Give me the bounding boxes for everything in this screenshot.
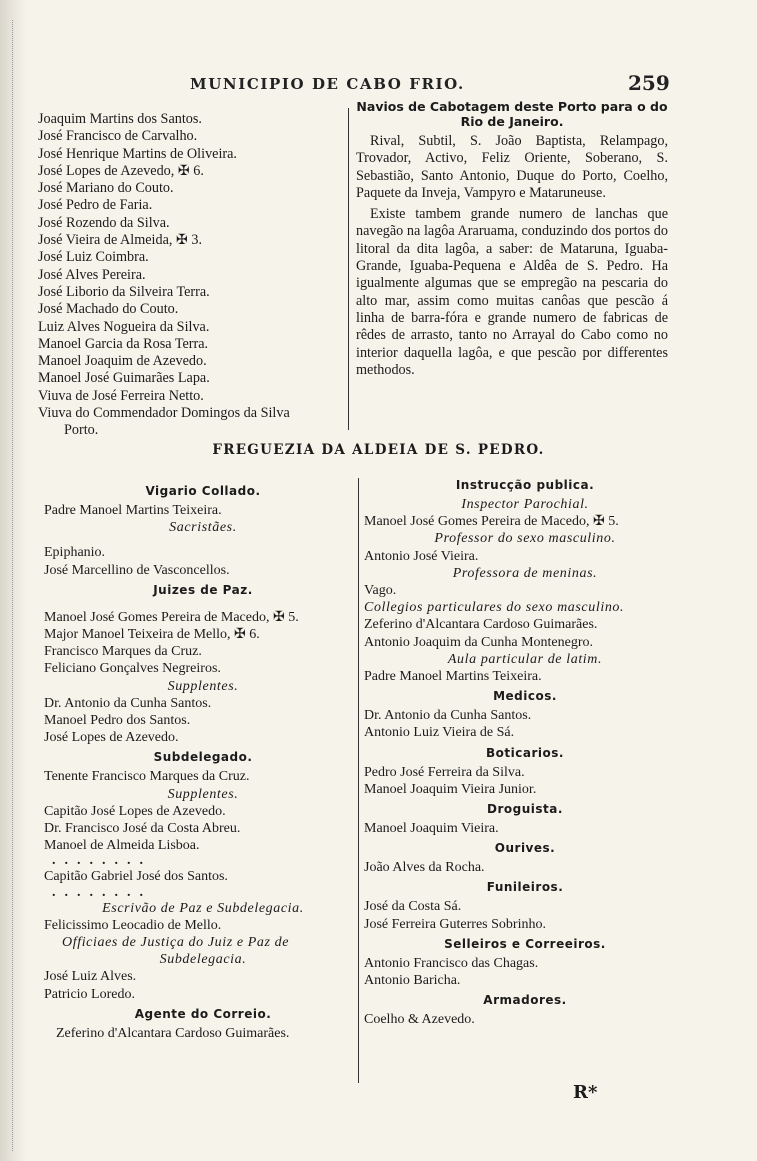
dotted-leader: ........ [52, 884, 152, 900]
list-item: João Alves da Rocha. [364, 860, 485, 876]
professor-heading: Professor do sexo masculino. [434, 531, 616, 547]
printer-signature-mark: R* [573, 1082, 598, 1103]
list-item: Padre Manoel Martins Teixeira. [364, 669, 542, 685]
officiaes-heading: Officiaes de Justiça do Juiz e Paz de [62, 935, 290, 951]
list-item: José Mariano do Couto. [38, 180, 174, 197]
ships-heading: Navios de Cabotagem deste Porto para o do Rio de Janeiro. [356, 99, 668, 129]
list-item: Epiphanio. [44, 545, 106, 561]
list-item: Antonio José Vieira. [364, 548, 479, 564]
ourives-heading: Ourives. [494, 841, 556, 856]
escrivao-heading: Escrivão de Paz e Subdelegacia. [102, 900, 304, 916]
list-item: Capitão José Lopes de Azevedo. [44, 803, 226, 819]
list-item: Antonio Luiz Vieira de Sá. [364, 725, 515, 741]
armadores-heading: Armadores. [483, 993, 567, 1008]
left-column [44, 480, 362, 1042]
list-item: Vago. [364, 583, 397, 599]
dotted-leader: ........ [52, 853, 152, 869]
page-header-title: MUNICIPIO DE CABO FRIO. [190, 75, 465, 93]
list-item: Joaquim Martins dos Santos. [38, 111, 202, 127]
list-item: Manoel Joaquim Vieira. [364, 821, 499, 837]
list-item: Viuva do Commendador Domingos da Silva [38, 405, 290, 422]
list-item: José Machado do Couto. [38, 301, 179, 318]
inspector-heading: Inspector Parochial. [461, 497, 589, 512]
medicos-heading: Medicos. [493, 689, 557, 704]
selleiros-heading: Selleiros e Correeiros. [444, 936, 606, 951]
list-item: José Henrique Martins de Oliveira. [38, 145, 237, 162]
list-item: Dr. Francisco José da Costa Abreu. [44, 821, 241, 837]
supplentes-heading: Supplentes. [167, 678, 239, 694]
list-item: Manoel José Gomes Pereira de Macedo, ✠ 5. [44, 609, 299, 625]
funileiros-heading: Funileiros. [486, 880, 564, 895]
list-item: Manoel de Almeida Lisboa. [44, 838, 200, 854]
collegios-heading: Collegios particulares do sexo masculino. [364, 600, 625, 616]
list-item: Zeferino d'Alcantara Cardoso Guimarães. [56, 1025, 290, 1041]
list-item: Manoel José Gomes Pereira de Macedo, ✠ 5. [364, 514, 619, 530]
list-item: Viuva de José Ferreira Netto. [38, 387, 204, 404]
list-item: José Pedro de Faria. [38, 197, 153, 214]
list-item: Pedro José Ferreira da Silva. [364, 764, 525, 780]
list-item: Antonio Baricha. [364, 973, 461, 989]
officiaes-heading-cont: Subdelegacia. [159, 952, 247, 968]
ships-paragraph: Rival, Subtil, S. João Baptista, Relampago, Trovador, Activo, Feliz Oriente, Soberano, S. Sebastião, Santo Antonio, Duque do Porto, Coelho, Paquete da Inveja, Vampyro e Mataruneuse. [356, 133, 668, 201]
droguista-heading: Droguista. [487, 802, 563, 817]
top-right-text-block [356, 99, 668, 379]
professora-heading: Professora de meninas. [452, 565, 598, 581]
list-item: José da Costa Sá. [364, 899, 462, 915]
list-item: José Luiz Coimbra. [38, 249, 149, 266]
section-title: FREGUEZIA DA ALDEIA DE S. PEDRO. [212, 442, 545, 458]
list-item: José Liborio da Silveira Terra. [38, 283, 210, 300]
list-item: José Luiz Alves. [44, 969, 137, 985]
list-item: Dr. Antonio da Cunha Santos. [44, 695, 212, 711]
list-item: Manoel José Guimarães Lapa. [38, 370, 210, 387]
right-column [364, 474, 686, 1028]
boticarios-heading: Boticarios. [486, 745, 564, 760]
list-item: Manoel Garcia da Rosa Terra. [38, 335, 209, 352]
list-item: Coelho & Azevedo. [364, 1012, 475, 1028]
list-item: Patricio Loredo. [44, 986, 135, 1002]
list-item: Capitão Gabriel José dos Santos. [44, 869, 228, 885]
aula-heading: Aula particular de latim. [447, 651, 603, 667]
list-item: José Francisco de Carvalho. [38, 128, 198, 145]
list-item: Feliciano Gonçalves Negreiros. [44, 661, 221, 677]
vigario-heading: Vigario Collado. [145, 484, 261, 498]
list-item: Major Manoel Teixeira de Mello, ✠ 6. [44, 627, 260, 643]
list-item: Luiz Alves Nogueira da Silva. [38, 318, 210, 335]
list-item: José Rozendo da Silva. [38, 214, 170, 231]
list-item: Tenente Francisco Marques da Cruz. [44, 769, 250, 785]
list-item: Manoel Joaquim de Azevedo. [38, 353, 207, 370]
list-item: José Lopes de Azevedo, ✠ 6. [38, 162, 204, 179]
column-divider [348, 108, 349, 430]
juizes-heading: Juizes de Paz. [153, 582, 253, 597]
subdelegado-heading: Subdelegado. [153, 750, 253, 765]
supplentes-heading: Supplentes. [167, 786, 239, 802]
list-item: Felicissimo Leocadio de Mello. [44, 917, 222, 933]
list-item: Francisco Marques da Cruz. [44, 644, 202, 660]
book-binding-edge [0, 0, 26, 1161]
instrucao-heading: Instrucção publica. [455, 478, 595, 492]
list-item: José Marcellino de Vasconcellos. [44, 562, 230, 578]
list-item: José Lopes de Azevedo. [44, 730, 179, 746]
list-item: Antonio Joaquim da Cunha Montenegro. [364, 634, 594, 650]
agente-heading: Agente do Correio. [134, 1006, 272, 1021]
list-item-continuation: Porto. [64, 422, 99, 439]
sacristaes-heading: Sacristães. [169, 520, 237, 536]
list-item: Antonio Francisco das Chagas. [364, 955, 539, 971]
list-item: Zeferino d'Alcantara Cardoso Guimarães. [364, 617, 598, 633]
list-item: José Alves Pereira. [38, 266, 146, 283]
list-item: Manoel Pedro dos Santos. [44, 713, 191, 729]
top-left-name-list [38, 111, 350, 440]
list-item: Dr. Antonio da Cunha Santos. [364, 708, 532, 724]
boats-paragraph: Existe tambem grande numero de lanchas que navegão na lagôa Araruama, conduzindo dos portos do litoral da dita lagôa, a saber: de Mataruna, Iguaba-Grande, Iguaba-Pequena e Aldêa de S. Pedro. Ha igualmente algumas que se empregão na pescaria do alto mar, assim como muitas canôas que pescão á linha de barra-fóra e grande numero de fabricas de rêdes de arrasto, tanto no Arrayal do Cabo como no interior daquella lagôa, e que pescão por differentes methodos. [356, 206, 668, 378]
list-item: José Ferreira Guterres Sobrinho. [364, 916, 546, 932]
page-number: 259 [628, 71, 670, 95]
list-item: Manoel Joaquim Vieira Junior. [364, 781, 537, 797]
list-item: Padre Manoel Martins Teixeira. [44, 503, 222, 518]
list-item: José Vieira de Almeida, ✠ 3. [38, 232, 203, 249]
